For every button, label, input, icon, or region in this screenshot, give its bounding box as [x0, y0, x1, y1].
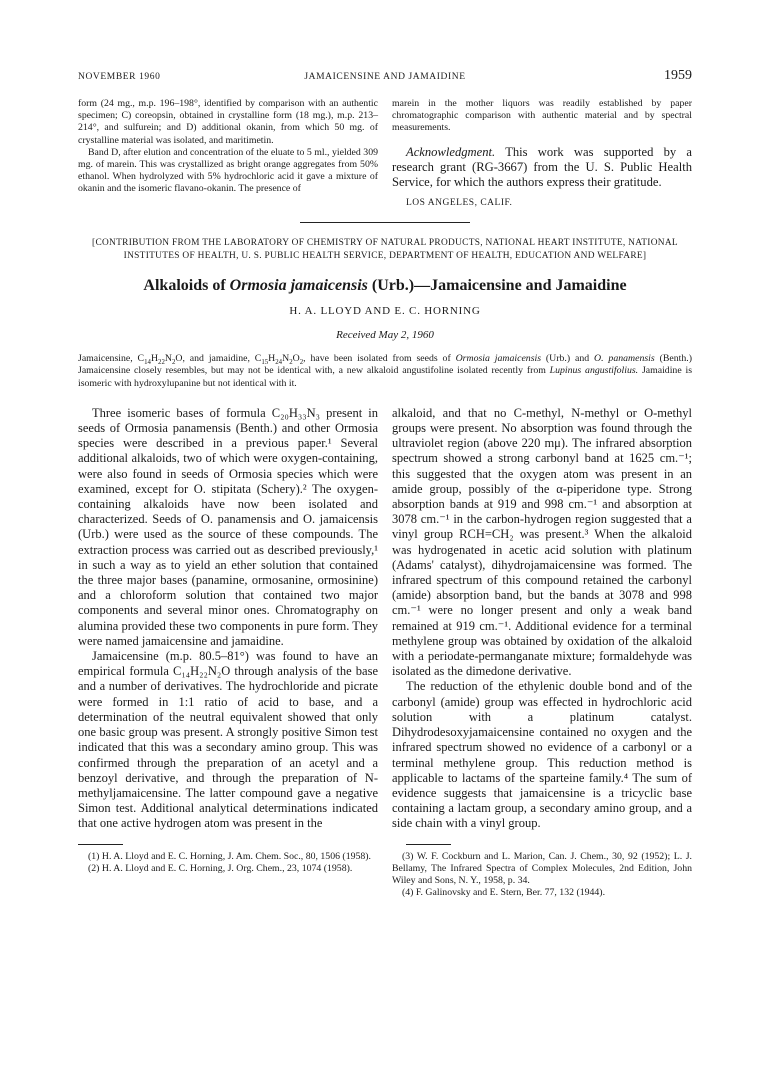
footnote: (2) H. A. Lloyd and E. C. Horning, J. Org. Chem., 23, 1074 (1958).: [88, 862, 353, 874]
prev-paragraph: marein in the mother liquors was readily established by paper chromatographic comparison with authentic material and by spectral measurements.: [392, 98, 692, 134]
abstract-text: O: [292, 353, 300, 365]
abstract-text: Jamaidine is isomeric with hydroxylupanine but not identical with it.: [78, 365, 693, 389]
abstract-text: (Urb.) and: [545, 353, 590, 365]
journal-page: [78, 70, 692, 899]
section-divider: [300, 222, 470, 223]
body-paragraph: Jamaicensine (m.p. 80.5–81°) was found to have an empirical formula C₁₄H₂₂N₂O through analysis of the base and a number of derivatives. The hydrochloride and picrate were formed in 1:1 ratio of acid to base, and a determination of the neutral equivalent showed that only one basic group was present. A strongly positive Simon test indicated that this was a secondary amino group. This was confirmed through the preparation of an acetyl and a benzoyl derivative, and through the preparation of N-methyljamaicensine. The latter compound gave a negative Simon test. Additional analytical determinations indicated that one active hydrogen atom was present in the: [78, 649, 378, 831]
title-species: Ormosia jamaicensis: [229, 277, 368, 295]
footnote-rule: [78, 844, 123, 845]
body-left-column: [78, 406, 378, 832]
header-date: NOVEMBER 1960: [78, 72, 161, 82]
footnotes-right: [392, 832, 692, 900]
subscript: 2: [171, 359, 176, 367]
acknowledgment: [392, 145, 692, 191]
abstract-text: N: [164, 353, 172, 365]
species-name: Ormosia jamaicensis: [455, 353, 542, 365]
body-paragraph: alkaloid, and that no C-methyl, N-methyl or O-methyl groups were present. No absorption was found through the ultraviolet region (above 220 mμ). The infrared absorption spectrum showed a strong carbonyl band at 1625 cm.⁻¹; this suggested that the oxygen atom was present in an amide group, possibly of the α-piperidone type. Strong absorption bands at 919 and 998 cm.⁻¹ and absorption at 3078 cm.⁻¹ in the carbon-hydrogen region suggested that a vinyl group RCH=CH₂ was present.³ When the alkaloid was hydrogenated in acetic acid solution with platinum (Adams' catalyst), dihydrojamaicensine was formed. The infrared spectrum of this compound retained the carbonyl (amide) absorption band, but the bands at 3078 and 998 cm.⁻¹ were no longer present and only a weak band remained at 919 cm.⁻¹. Additional evidence for a terminal methylene group was obtained by oxidation of the alkaloid with a periodate-permanganate mixture; formaldehyde was isolated as the dimedone derivative.: [392, 405, 692, 679]
title-pre: Alkaloids of: [143, 277, 226, 295]
prev-left-column: [78, 98, 378, 208]
footnote: (3) W. F. Cockburn and L. Marion, Can. J. Chem., 30, 92 (1952); L. J. Bellamy, The Infrared Spectra of Complex Molecules, 2nd Edition, John Wiley and Sons, N. Y., 1958, p. 34.: [392, 850, 692, 886]
ack-text: This work was supported by a research grant (RG-3667) from the U. S. Public Health Service, for which the authors express their gratitude.: [392, 144, 693, 190]
body-paragraph: Three isomeric bases of formula C₂₀H₃₃N₃ present in seeds of Ormosia panamensis (Benth.) and other Ormosia species were described in a previous paper.¹ Several additional alkaloids, two of which were oxygen-containing, were also found in seeds of Ormosia species which were examined, except for O. stipitata (Schery).² The oxygen-containing alkaloids have now been isolated and characterized. Seeds of O. panamensis and O. jamaicensis (Urb.) were used as the source of these compounds. The extraction process was carried out as described previously,¹ in such a way as to yield an ether solution that contained the three major bases (panamine, ormosanine, ormosinine) and a chloroform solution that contained two major components and several minor ones. Chromatography on alumina provided these two components in pure form. They were named jamaicensine and jamaidine.: [78, 405, 378, 648]
article-title: [78, 277, 692, 295]
contribution-line: [CONTRIBUTION FROM THE LABORATORY OF CHEMISTRY OF NATURAL PRODUCTS, NATIONAL HEART INSTITUTE, NATIONAL INSTITUTES OF HEALTH, U. S. PUBLIC HEALTH SERVICE, DEPARTMENT OF HEALTH, EDUCATION AND WELFARE]: [92, 238, 678, 262]
subscript: 15: [261, 359, 269, 367]
species-name: O. panamensis: [594, 353, 655, 365]
footnote: (1) H. A. Lloyd and E. C. Horning, J. Am. Chem. Soc., 80, 1506 (1958).: [88, 850, 372, 862]
abstract-text: , have been isolated from seeds of: [303, 353, 451, 365]
abstract-text: H: [268, 353, 276, 365]
prev-paragraph: Band D, after elution and concentration of the eluate to 5 ml., yielded 309 mg. of marein. This was crystallized as bright orange aggregates from 50% ethanol. When hydrolyzed with 5% hydrochloric acid it gave a mixture of okanin and the isomeric flavano-okanin. The presence of: [78, 146, 378, 195]
species-name: Lupinus angustifolius.: [549, 365, 639, 377]
body-right-column: [392, 406, 692, 832]
abstract-text: N: [282, 353, 290, 365]
ack-heading: Acknowledgment.: [406, 144, 496, 159]
subscript: 2: [289, 359, 293, 367]
page-number: 1959: [664, 68, 692, 83]
running-header: [78, 70, 692, 90]
abstract-text: (Benth.) Jamaicensine closely resembles, but may not be identical with, a new alkaloid angustifoline isolated recently from: [78, 353, 692, 377]
received-date: Received May 2, 1960: [336, 329, 434, 342]
article-body: [78, 406, 692, 832]
title-post: (Urb.)—Jamaicensine and Jamaidine: [371, 277, 627, 295]
subscript: 2: [299, 359, 304, 367]
previous-article-ending: [78, 98, 692, 208]
footnote: (4) F. Galinovsky and E. Stern, Ber. 77, 132 (1944).: [402, 887, 606, 899]
footnotes-left: [78, 832, 378, 900]
footnote-rule: [406, 844, 451, 845]
abstract-text: Jamaicensine, C: [78, 353, 145, 365]
header-title: JAMAICENSINE AND JAMAIDINE: [304, 72, 466, 82]
authors: H. A. LLOYD AND E. C. HORNING: [289, 305, 481, 318]
body-paragraph: The reduction of the ethylenic double bond and of the carbonyl (amide) group was effected in hydrochloric acid solution with a platinum catalyst. Dihydrodesoxyjamaicensine contained no oxygen and the infrared spectrum showed no evidence of a carbonyl or a terminal methylene group. This reduction method is applicable to lactams of the sparteine family.⁴ The sum of evidence suggests that jamaicensine is a tricyclic base containing a lactam group, a secondary amino group, and a side chain with a vinyl group.: [392, 679, 692, 831]
prev-paragraph: form (24 mg., m.p. 196–198°, identified by comparison with an authentic specimen; C) coreopsin, obtained in crystalline form (18 mg.), m.p. 213–214°, and sulfurein; and D) additional okanin, from which 50 mg. of crystalline material was isolated, and maritimetin.: [78, 98, 378, 146]
place-line: LOS ANGELES, CALIF.: [406, 198, 513, 209]
abstract-text: O, and jamaidine, C: [175, 353, 262, 365]
footnotes: [78, 832, 692, 900]
prev-right-column: [392, 98, 692, 208]
subscript: 24: [275, 359, 283, 367]
subscript: 22: [158, 359, 165, 367]
subscript: 14: [144, 359, 151, 367]
abstract: Jamaicensine, $C_{14}H_{22}N_2O$, and jamaidine, $C_{15}H_{24}N_2O_2$, have been isolated from seeds of Ormosia jamaicensis (Urb.) and O. panamensis (Benth.) Jamaicensine closely resembles, but may not be identical with, a new alkaloid angustifoline isolated recently from Lupinus angustifolius. Jamaidine is isomeric with hydroxylupanine but not identical with it.: [78, 353, 693, 389]
